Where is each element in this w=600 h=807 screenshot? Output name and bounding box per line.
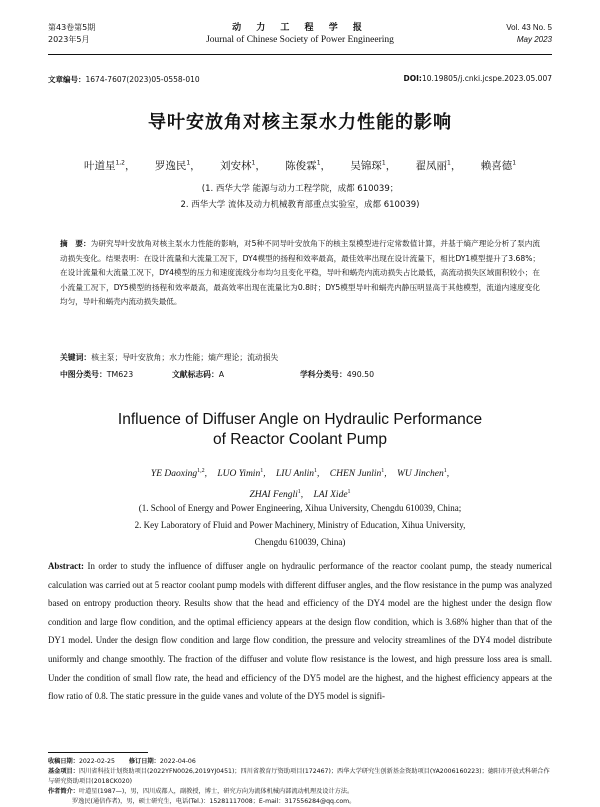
footnote-dates: 收稿日期：2022-02-25 修订日期：2022-04-06	[48, 758, 196, 765]
title-en	[0, 410, 600, 450]
footnotes	[48, 757, 552, 807]
authors-en	[70, 462, 530, 504]
discipline-code: 学科分类号：490.50	[300, 370, 375, 379]
author-en: ZHAI Fengli$^1$,	[249, 489, 304, 501]
header-volume-en	[506, 22, 552, 46]
author-cn: 翟凤丽$^1$，	[415, 159, 462, 172]
article-no-label: 文章编号：	[48, 75, 86, 84]
author-en: LIU Anlin$^1$,	[275, 468, 320, 480]
article-meta	[48, 74, 552, 85]
doi: 10.19805/j.cnki.jcspe.2023.05.007	[421, 74, 552, 83]
abstract-cn-text: 为研究导叶安放角对核主泵水力性能的影响，对5种不同导叶安放角下的核主泵模型进行定常数值计算，并基于熵产理论分析了泵内流动损失变化。结果表明：在设计流量和大流量工况下，DY4模型的扬程和效率最高，最佳效率出现在设计流量下，相比DY1模型提升了3.68%；在设计流量和大流量工况下，DY4模型的压力和速度流线分布均匀且变化平稳，导叶和蜗壳内流动损失占比最低，高流动损失区域面积较小；在小流量工况下，DY5模型的扬程和效率最高，最高效率出现在流量比为0.8时；DY5模型导叶和蜗壳内静压明显高于其他模型，流道内速度变化均匀，导叶和蜗壳内流动损失最低。	[60, 239, 540, 307]
footnote-corresponding: 罗逸民(通信作者)，男，硕士研究生，电话(Tel.)：15281117008；E-mail：317556284@qq.com。	[72, 798, 356, 805]
volume-en: Vol. 43 No. 5	[506, 23, 552, 32]
header-journal	[48, 22, 552, 46]
affiliation-cn-2: 2. 西华大学 流体及动力机械教育部重点实验室，成都 610039)	[180, 200, 420, 210]
author-cn: 赖喜德$^1$	[480, 159, 517, 172]
abstract-en-label: Abstract:	[48, 561, 84, 571]
abstract-cn	[60, 237, 540, 310]
author-en: LAI Xide$^1$	[313, 489, 351, 501]
keywords-cn-text: 核主泵；导叶安放角；水力性能；熵产理论；流动损失	[91, 353, 279, 362]
author-cn: 吴锦琛$^1$，	[350, 159, 397, 172]
title-en-line-2: of Reactor Coolant Pump	[212, 431, 388, 448]
journal-name-cn: 动 力 工 程 学 报	[232, 23, 368, 33]
keywords-cn-label: 关键词：	[60, 353, 92, 362]
author-en: LUO Yimin$^1$,	[217, 468, 266, 480]
author-en: CHEN Junlin$^1$,	[329, 468, 387, 480]
abstract-cn-label: 摘 要：	[60, 239, 91, 248]
title-cn: 导叶安放角对核主泵水力性能的影响	[148, 112, 452, 133]
date-en: May 2023	[516, 35, 552, 44]
affiliations-en	[60, 500, 540, 551]
author-en: WU Jinchen$^1$,	[397, 468, 450, 480]
affiliation-en-3: Chengdu 610039, China)	[254, 537, 346, 547]
clc-code: 中图分类号：TM623	[60, 370, 134, 379]
abstract-en-text: In order to study the influence of diffuser angle on hydraulic performance of the reactor coolant pump, the steady numerical calculation was carried out at 5 reactor coolant pump models with different diffuser angles, and the flow resistance in the pump was analyzed based on entropy production theory. Results show that the head and efficiency of the DY4 model are the highest under the design flow condition and large flow condition, and the optimal efficiency appears at the design flow condition, which is 3.68% higher than that of the DY1 model. Under the design flow condition and large flow condition, the pressure and velocity streamlines of the DY4 model distribute uniformly and change smoothly. The fraction of the diffuser and volute flow resistance is the lowest, and high pressure loss area is small. Under the condition of small flow rate, the head and efficiency of the DY5 model are the highest, and the highest efficiency appears at the flow ratio of 0.8. The static pressure in the guide vanes and volute of the DY5 model is signifi-	[48, 561, 552, 702]
document-code: 文献标志码：A	[172, 370, 225, 379]
volume-cn: 第43卷第5期	[48, 23, 96, 32]
abstract-en	[48, 557, 552, 706]
author-cn: 陈俊霖$^1$，	[285, 159, 332, 172]
date-cn: 2023年5月	[48, 35, 90, 44]
footnote-rule	[48, 752, 148, 753]
doi-label: DOI:	[403, 74, 422, 83]
article-no: 1674-7607(2023)05-0558-010	[85, 75, 200, 84]
journal-name-en: Journal of Chinese Society of Power Engineering	[206, 35, 394, 45]
footnote-fund: 基金项目：四川省科技计划资助项目(2022YFN0026,2019YJ0451)；四川省教育厅资助项目(172467)；西华大学研究生创新基金资助项目(YA2006160223)；德阳市开放式科研合作与研究资助项目(2018CK020)	[48, 768, 550, 785]
running-header	[48, 22, 552, 52]
affiliation-cn-1: (1. 西华大学 能源与动力工程学院，成都 610039；	[201, 184, 399, 194]
title-en-line-1: Influence of Diffuser Angle on Hydraulic Performance	[117, 411, 483, 428]
doi-block	[404, 74, 552, 83]
header-rule	[48, 54, 552, 55]
affiliation-en-2: 2. Key Laboratory of Fluid and Power Machinery, Ministry of Education, Xihua University,	[134, 520, 466, 530]
author-en: YE Daoxing$^{1,2}$,	[150, 468, 207, 480]
author-cn: 刘安林$^1$，	[220, 159, 266, 172]
author-cn: 罗逸民$^1$，	[154, 159, 201, 172]
author-cn: 叶道星$^{1,2}$，	[83, 159, 136, 172]
keywords-cn	[60, 352, 540, 363]
footnote-author: 作者简介：叶道星(1987—)，男，四川成都人，副教授，博士，研究方向为流体机械内部流动机理及设计方法。	[48, 788, 354, 795]
authors-cn	[0, 158, 600, 173]
affiliation-en-1: (1. School of Energy and Power Engineering, Xihua University, Chengdu 610039, China;	[138, 503, 462, 513]
